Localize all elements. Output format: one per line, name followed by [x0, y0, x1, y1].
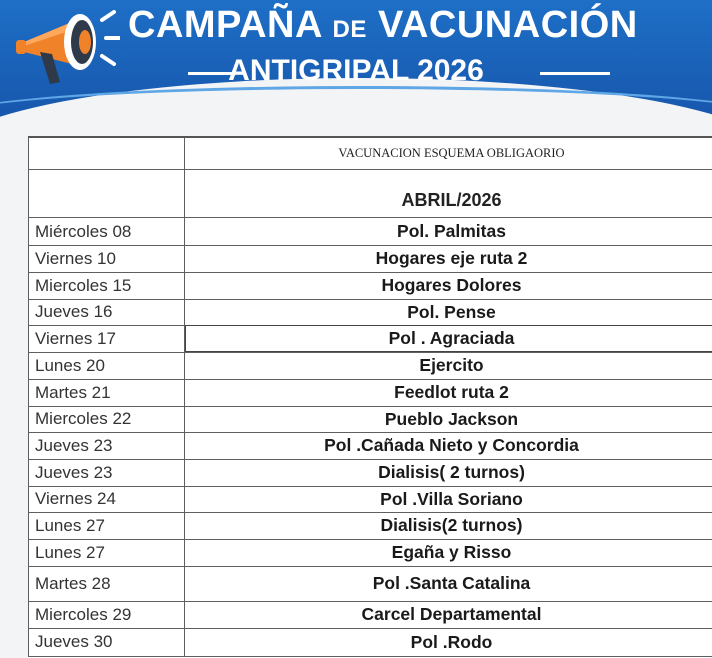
- schedule-place: Egaña y Risso: [391, 542, 512, 562]
- schedule-place: Pol .Santa Catalina: [372, 573, 531, 593]
- schedule-place: Carcel Departamental: [361, 604, 542, 624]
- scheme-title: VACUNACION ESQUEMA OBLIGAORIO: [338, 146, 565, 160]
- schedule-day: Jueves 23: [28, 432, 185, 459]
- schedule-day: Miercoles 29: [28, 601, 185, 628]
- campaign-banner: [0, 0, 712, 118]
- month-title: ABRIL/2026: [401, 190, 502, 210]
- schedule-day: Martes 21: [28, 379, 185, 406]
- banner-title-part1: CAMPAÑA: [128, 4, 322, 46]
- schedule-row: [28, 459, 712, 487]
- schedule-day: Viernes 10: [28, 245, 185, 272]
- schedule-row: [28, 566, 712, 602]
- schedule-place: Hogares eje ruta 2: [375, 248, 528, 268]
- banner-subtitle: ANTIGRIPAL 2026: [228, 54, 484, 87]
- schedule-row: [28, 406, 712, 433]
- schedule-row: [28, 432, 712, 460]
- schedule-day: Viernes 24: [28, 486, 185, 512]
- banner-rule-right: [540, 72, 610, 75]
- schedule-row: [28, 512, 712, 540]
- banner-title: [128, 4, 688, 47]
- schedule-day: Miercoles 22: [28, 406, 185, 432]
- schedule-row: [28, 486, 712, 513]
- schedule-place: Pol .Villa Soriano: [380, 488, 523, 509]
- month-title-cell: [185, 170, 712, 217]
- schedule-row: [28, 272, 712, 300]
- schedule-day: Lunes 20: [28, 352, 185, 379]
- schedule-row: [28, 628, 712, 657]
- schedule-row: [28, 352, 712, 380]
- schedule-day: Lunes 27: [28, 512, 185, 539]
- schedule-row: [28, 379, 712, 407]
- schedule-place: Dialisis(2 turnos): [380, 515, 523, 535]
- schedule-day: Lunes 27: [28, 539, 185, 566]
- schedule-place: Hogares Dolores: [381, 275, 522, 295]
- schedule-place: Feedlot ruta 2: [394, 382, 509, 402]
- schedule-day: Martes 28: [28, 566, 185, 601]
- schedule-row: [28, 325, 712, 353]
- header-empty-cell: [28, 138, 185, 169]
- banner-title-part2: VACUNACIÓN: [377, 4, 638, 46]
- schedule-place: Pueblo Jackson: [384, 408, 519, 429]
- month-empty-cell: [28, 170, 185, 217]
- schedule-row: [28, 299, 712, 326]
- schedule-place: Pol .Cañada Nieto y Concordia: [324, 435, 579, 455]
- schedule-place: Ejercito: [419, 355, 484, 375]
- schedule-day: Miercoles 15: [28, 272, 185, 299]
- schedule-day: Miércoles 08: [28, 218, 185, 245]
- scheme-header-row: [28, 138, 712, 170]
- schedule-place: Pol . Agraciada: [185, 325, 712, 352]
- schedule-place: Pol. Pense: [407, 301, 496, 322]
- schedule-row: [28, 539, 712, 567]
- schedule-day: Jueves 23: [28, 459, 185, 486]
- schedule-row: [28, 218, 712, 246]
- schedule-row: [28, 245, 712, 273]
- schedule-day: Viernes 17: [28, 325, 185, 352]
- banner-title-connector: DE: [332, 16, 367, 43]
- schedule-row: [28, 601, 712, 629]
- scheme-title-cell: [185, 138, 712, 169]
- schedule-place: Dialisis( 2 turnos): [378, 462, 525, 482]
- schedule-day: Jueves 16: [28, 299, 185, 325]
- schedule-place: Pol .Rodo: [410, 631, 493, 652]
- month-header-row: [28, 170, 712, 218]
- schedule-place: Pol. Palmitas: [397, 221, 506, 241]
- schedule-sheet: [28, 136, 712, 658]
- schedule-day: Jueves 30: [28, 628, 185, 656]
